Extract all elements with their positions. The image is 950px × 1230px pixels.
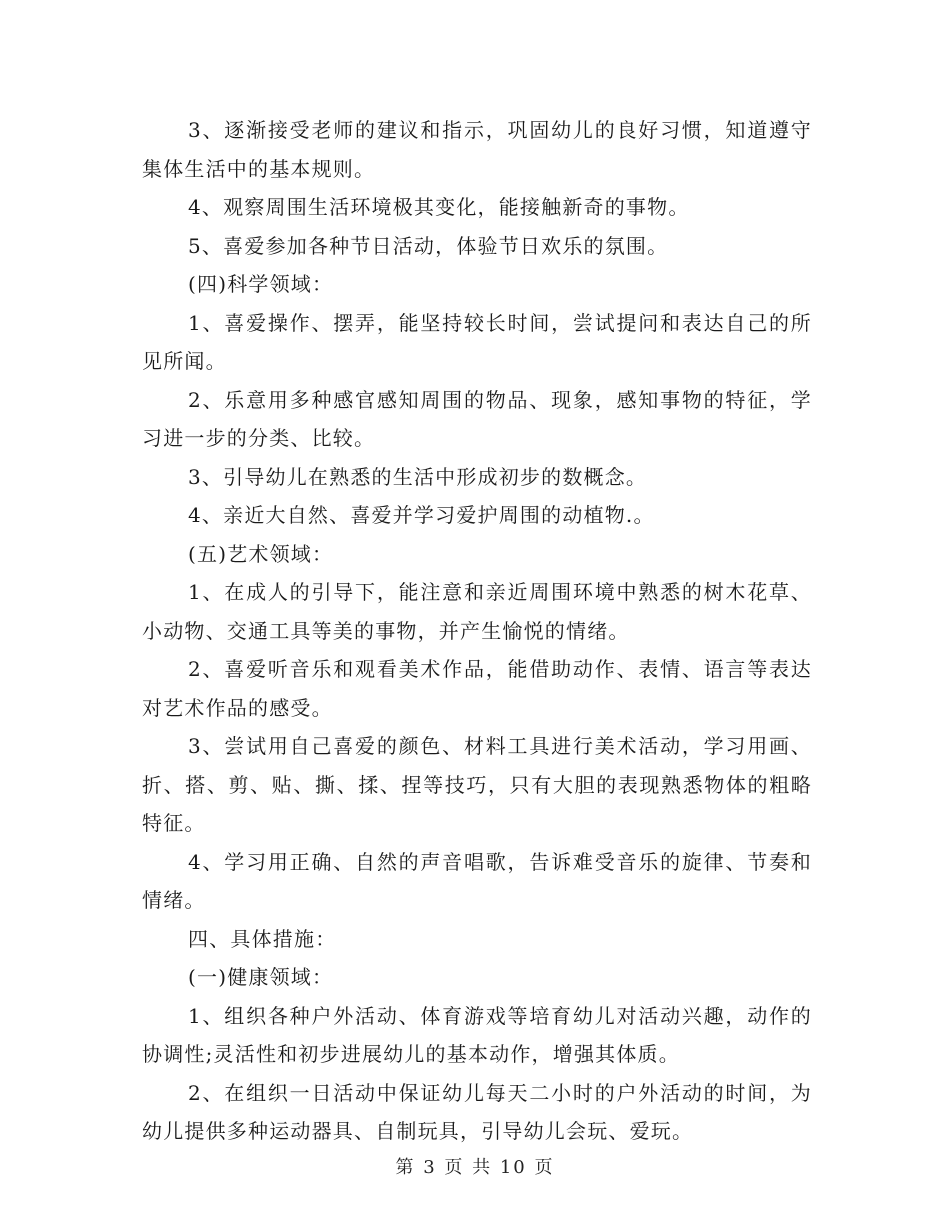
paragraph: 2、在组织一日活动中保证幼儿每天二小时的户外活动的时间，为幼儿提供多种运动器具、自制玩具，引导幼儿会玩、爱玩。 (142, 1080, 812, 1143)
paragraph: 4、观察周围生活环境极其变化，能接触新奇的事物。 (188, 195, 690, 219)
section-heading: (一)健康领域： (188, 965, 334, 989)
paragraph: 1、喜爱操作、摆弄，能坚持较长时间，尝试提问和表达自己的所见所闻。 (142, 310, 812, 373)
section-heading: 四、具体措施： (188, 926, 337, 951)
document-body (142, 111, 812, 1151)
paragraph: 4、学习用正确、自然的声音唱歌，告诉难受音乐的旋律、节奏和情绪。 (142, 849, 812, 912)
paragraph: 4、亲近大自然、喜爱并学习爱护周围的动植物.。 (188, 503, 655, 527)
paragraph: 1、在成人的引导下，能注意和亲近周围环境中熟悉的树木花草、小动物、交通工具等美的事物，并产生愉悦的情绪。 (142, 580, 812, 643)
paragraph: 2、乐意用多种感官感知周围的物品、现象，感知事物的特征，学习进一步的分类、比较。 (142, 387, 812, 450)
paragraph: 3、引导幼儿在熟悉的生活中形成初步的数概念。 (188, 464, 648, 489)
paragraph: 3、逐渐接受老师的建议和指示，巩固幼儿的良好习惯，知道遵守集体生活中的基本规则。 (142, 118, 812, 181)
section-heading: (五)艺术领域： (188, 541, 334, 566)
page-number-footer: 第 3 页 共 10 页 (395, 1157, 555, 1178)
paragraph: 1、组织各种户外活动、体育游戏等培育幼儿对活动兴趣，动作的协调性;灵活性和初步进展幼儿的基本动作，增强其体质。 (142, 1003, 812, 1066)
paragraph: 2、喜爱听音乐和观看美术作品，能借助动作、表情、语言等表达对艺术作品的感受。 (142, 657, 812, 720)
paragraph: 3、尝试用自己喜爱的颜色、材料工具进行美术活动，学习用画、折、搭、剪、贴、撕、揉、捏等技巧，只有大胆的表现熟悉物体的粗略特征。 (142, 734, 812, 835)
paragraph: 5、喜爱参加各种节日活动，体验节日欢乐的氛围。 (188, 233, 669, 258)
section-heading: (四)科学领域： (188, 272, 334, 296)
